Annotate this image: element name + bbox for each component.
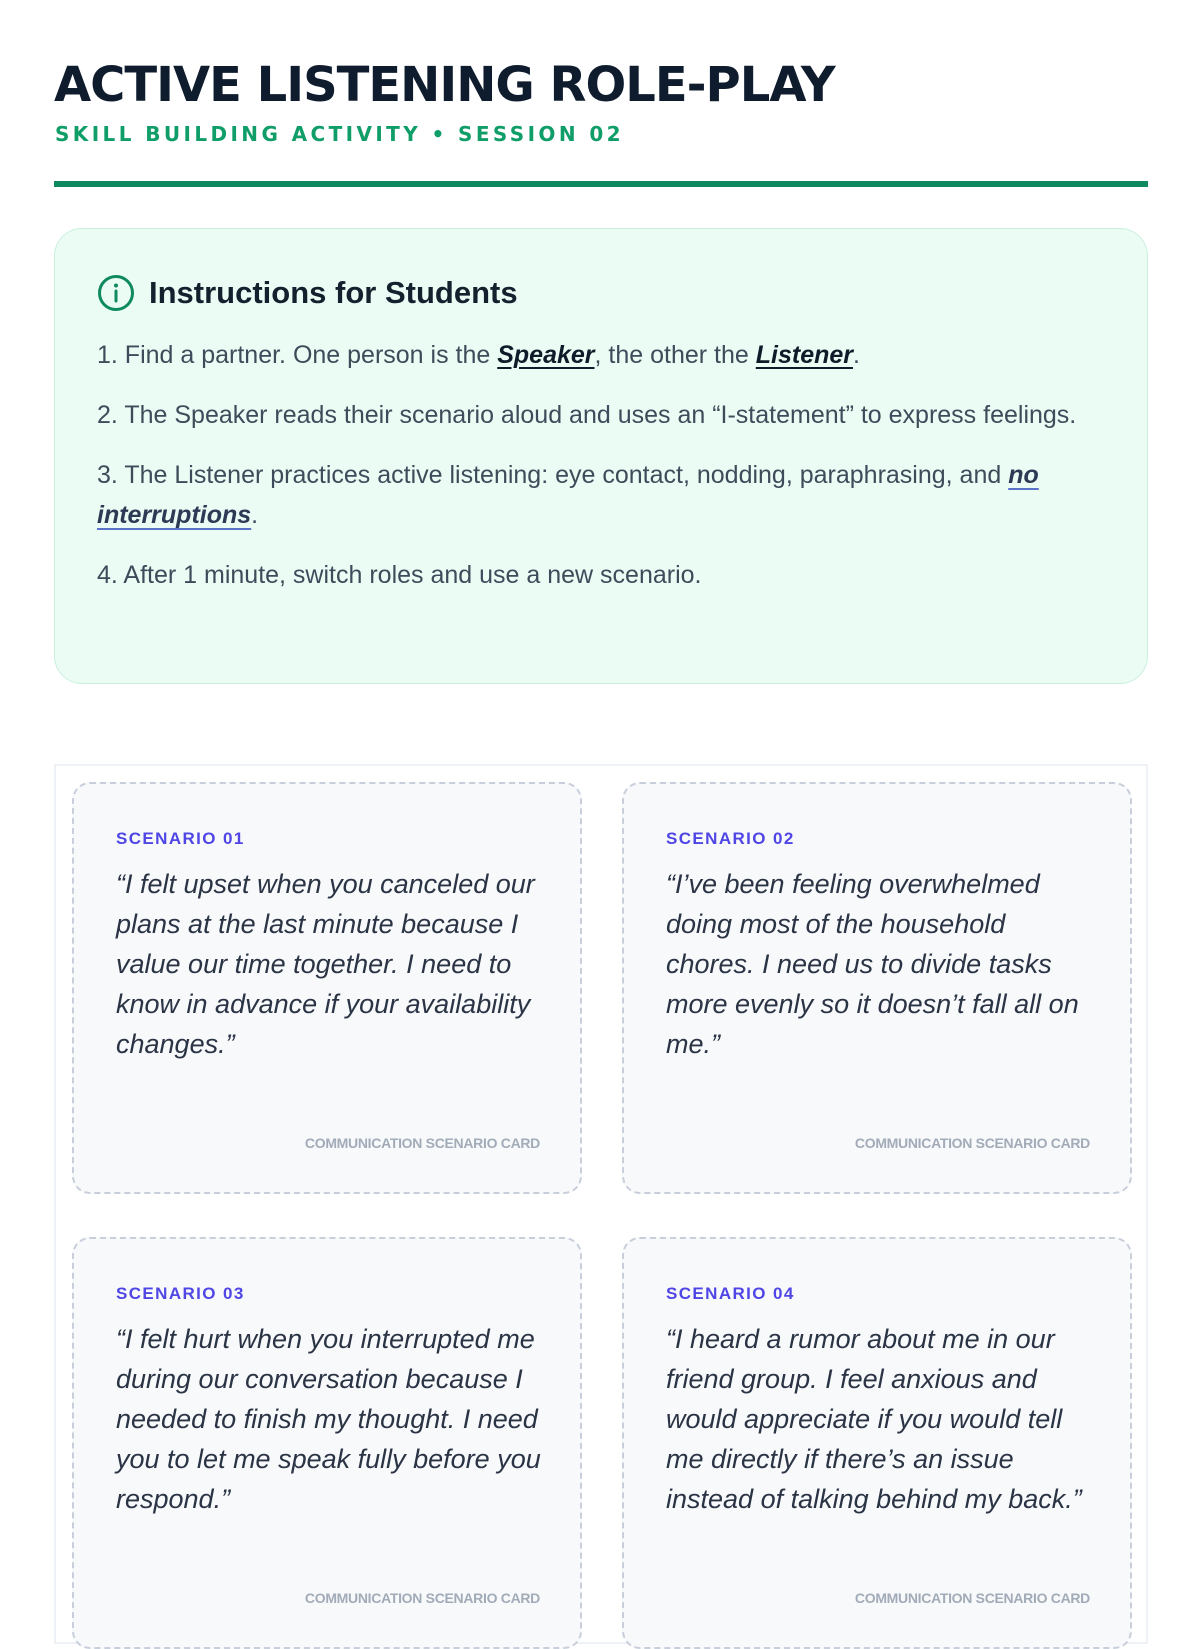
listener-term: Listener — [755, 341, 854, 369]
step1-suffix: . — [853, 341, 860, 369]
scenario-card-04 — [622, 1237, 1132, 1649]
instruction-step-4: 4. After 1 minute, switch roles and use a new scenario. — [97, 561, 702, 589]
instructions-header — [97, 274, 518, 312]
scenario-card-footer: COMMUNICATION SCENARIO CARD — [304, 1590, 540, 1606]
scenario-quote: “I’ve been feeling overwhelmed doing most of the household chores. I need us to divide tasks more evenly so it doesn’t fall all on me.” — [666, 869, 1079, 1059]
scenario-label: SCENARIO 04 — [666, 1284, 795, 1303]
scenario-label: SCENARIO 02 — [666, 829, 795, 848]
instruction-step-1 — [97, 335, 1107, 375]
header-divider — [54, 181, 1148, 187]
scenario-cards-grid — [54, 764, 1148, 1644]
instruction-step-3 — [97, 455, 1107, 535]
scenario-card-03 — [72, 1237, 582, 1649]
instructions-panel — [54, 228, 1148, 684]
info-icon — [97, 274, 135, 312]
page-subtitle: SKILL BUILDING ACTIVITY • SESSION 02 — [55, 122, 624, 146]
scenario-quote: “I heard a rumor about me in our friend group. I feel anxious and would appreciate if you would tell me directly if there’s an issue instead of talking behind my back.” — [666, 1324, 1082, 1514]
instruction-steps — [97, 335, 1107, 615]
no-interruptions-term: no interruptions — [97, 461, 1039, 529]
scenario-card-01 — [72, 782, 582, 1194]
scenario-card-footer: COMMUNICATION SCENARIO CARD — [854, 1590, 1090, 1606]
step1-prefix: 1. Find a partner. One person is the — [97, 341, 498, 369]
scenario-quote: “I felt hurt when you interrupted me during our conversation because I needed to finish my thought. I need you to let me speak fully before you respond.” — [116, 1324, 541, 1514]
speaker-term: Speaker — [497, 341, 595, 369]
scenario-card-02 — [622, 782, 1132, 1194]
instructions-title: Instructions for Students — [149, 275, 518, 310]
scenario-card-footer: COMMUNICATION SCENARIO CARD — [854, 1135, 1090, 1151]
scenario-label: SCENARIO 01 — [116, 829, 245, 848]
step3-prefix: 3. The Listener practices active listening: eye contact, nodding, paraphrasing, and — [97, 461, 1009, 489]
step3-suffix: . — [251, 501, 259, 529]
page-title: ACTIVE LISTENING ROLE-PLAY — [54, 57, 835, 113]
scenario-card-footer: COMMUNICATION SCENARIO CARD — [304, 1135, 540, 1151]
step1-middle: , the other the — [594, 341, 756, 369]
scenario-label: SCENARIO 03 — [116, 1284, 245, 1303]
instruction-step-2: 2. The Speaker reads their scenario aloud and uses an “I-statement” to express feelings. — [97, 401, 1077, 429]
scenario-quote: “I felt upset when you canceled our plans at the last minute because I value our time together. I need to know in advance if your availability changes.” — [116, 869, 535, 1059]
